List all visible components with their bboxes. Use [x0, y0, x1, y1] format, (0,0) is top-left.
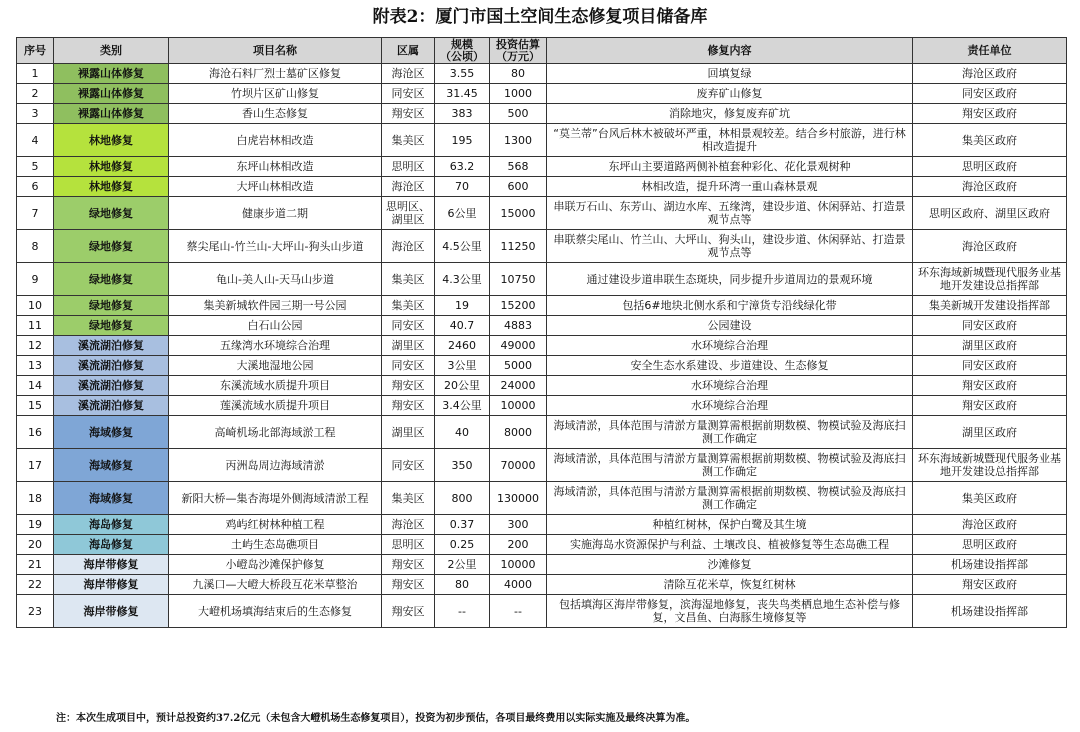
cell-category: 裸露山体修复 [54, 104, 169, 124]
cell-unit: 同安区政府 [913, 356, 1067, 376]
cell-category: 裸露山体修复 [54, 64, 169, 84]
cell-scale: 63.2 [435, 157, 490, 177]
cell-content: 水环境综合治理 [547, 336, 913, 356]
cell-no: 3 [17, 104, 54, 124]
cell-district: 集美区 [382, 296, 435, 316]
cell-scale: 6公里 [435, 197, 490, 230]
cell-invest: 300 [490, 515, 547, 535]
cell-scale: -- [435, 595, 490, 628]
cell-content: 海域清淤，具体范围与清淤方量测算需根据前期数模、物模试验及海底扫测工作确定 [547, 482, 913, 515]
table-row [17, 482, 1067, 515]
cell-unit: 湖里区政府 [913, 416, 1067, 449]
cell-district: 集美区 [382, 263, 435, 296]
cell-district: 翔安区 [382, 595, 435, 628]
cell-no: 13 [17, 356, 54, 376]
cell-scale: 20公里 [435, 376, 490, 396]
cell-invest: 130000 [490, 482, 547, 515]
cell-name: 白石山公园 [169, 316, 382, 336]
cell-name: 鸡屿红树林种植工程 [169, 515, 382, 535]
footnote: 注：本次生成项目中，预计总投资约37.2亿元（未包含大嶝机场生态修复项目），投资为初步预估，各项目最终费用以实际实施及最终决算为准。 [56, 713, 696, 724]
cell-invest: 15200 [490, 296, 547, 316]
cell-invest: 4883 [490, 316, 547, 336]
cell-category: 海域修复 [54, 449, 169, 482]
cell-category: 裸露山体修复 [54, 84, 169, 104]
table-row [17, 263, 1067, 296]
cell-unit: 海沧区政府 [913, 177, 1067, 197]
cell-invest: -- [490, 595, 547, 628]
cell-scale: 0.37 [435, 515, 490, 535]
page-title: 附表2：厦门市国土空间生态修复项目储备库 [372, 7, 708, 27]
cell-category: 绿地修复 [54, 316, 169, 336]
cell-unit: 机场建设指挥部 [913, 555, 1067, 575]
cell-category: 溪流湖泊修复 [54, 356, 169, 376]
cell-content: 公园建设 [547, 316, 913, 336]
cell-scale: 19 [435, 296, 490, 316]
cell-scale: 3公里 [435, 356, 490, 376]
cell-content: 海域清淤，具体范围与清淤方量测算需根据前期数模、物模试验及海底扫测工作确定 [547, 416, 913, 449]
cell-category: 海域修复 [54, 416, 169, 449]
cell-name: 土屿生态岛礁项目 [169, 535, 382, 555]
cell-invest: 80 [490, 64, 547, 84]
cell-category: 林地修复 [54, 124, 169, 157]
table-row [17, 555, 1067, 575]
header-content: 修复内容 [547, 38, 913, 64]
cell-unit: 集美区政府 [913, 124, 1067, 157]
cell-invest: 49000 [490, 336, 547, 356]
cell-content: 水环境综合治理 [547, 396, 913, 416]
table-row [17, 230, 1067, 263]
cell-name: 龟山-美人山-天马山步道 [169, 263, 382, 296]
cell-scale: 3.55 [435, 64, 490, 84]
table-row [17, 595, 1067, 628]
cell-category: 溪流湖泊修复 [54, 396, 169, 416]
cell-category: 绿地修复 [54, 197, 169, 230]
cell-invest: 600 [490, 177, 547, 197]
cell-district: 翔安区 [382, 376, 435, 396]
cell-name: 大坪山林相改造 [169, 177, 382, 197]
cell-category: 绿地修复 [54, 230, 169, 263]
cell-no: 15 [17, 396, 54, 416]
cell-name: 新阳大桥—集杏海堤外侧海域清淤工程 [169, 482, 382, 515]
table-row [17, 296, 1067, 316]
cell-content: 串联万石山、东芳山、湖边水库、五缘湾，建设步道、休闲驿站、打造景观节点等 [547, 197, 913, 230]
cell-content: 林相改造，提升环湾一重山森林景观 [547, 177, 913, 197]
cell-district: 思明区、湖里区 [382, 197, 435, 230]
cell-unit: 思明区政府、湖里区政府 [913, 197, 1067, 230]
cell-invest: 24000 [490, 376, 547, 396]
cell-name: 大溪地湿地公园 [169, 356, 382, 376]
cell-unit: 翔安区政府 [913, 575, 1067, 595]
table-header-row [17, 38, 1067, 64]
cell-district: 同安区 [382, 316, 435, 336]
cell-category: 海岸带修复 [54, 595, 169, 628]
cell-name: 蔡尖尾山-竹兰山-大坪山-狗头山步道 [169, 230, 382, 263]
cell-invest: 10000 [490, 555, 547, 575]
cell-name: 海沧石料厂烈士墓矿区修复 [169, 64, 382, 84]
cell-invest: 15000 [490, 197, 547, 230]
cell-name: 高崎机场北部海域淤工程 [169, 416, 382, 449]
cell-invest: 4000 [490, 575, 547, 595]
cell-scale: 2460 [435, 336, 490, 356]
cell-name: 健康步道二期 [169, 197, 382, 230]
project-table [16, 37, 1067, 628]
cell-name: 集美新城软件园三期一号公园 [169, 296, 382, 316]
cell-unit: 同安区政府 [913, 84, 1067, 104]
header-category: 类别 [54, 38, 169, 64]
cell-content: 串联蔡尖尾山、竹兰山、大坪山、狗头山，建设步道、休闲驿站、打造景观节点等 [547, 230, 913, 263]
cell-scale: 4.5公里 [435, 230, 490, 263]
cell-scale: 3.4公里 [435, 396, 490, 416]
cell-scale: 0.25 [435, 535, 490, 555]
cell-name: 莲溪流域水质提升项目 [169, 396, 382, 416]
cell-invest: 500 [490, 104, 547, 124]
cell-name: 东溪流域水质提升项目 [169, 376, 382, 396]
cell-unit: 海沧区政府 [913, 64, 1067, 84]
cell-district: 翔安区 [382, 555, 435, 575]
cell-scale: 80 [435, 575, 490, 595]
cell-district: 思明区 [382, 535, 435, 555]
cell-content: 实施海岛水资源保护与利益、土壤改良、植被修复等生态岛礁工程 [547, 535, 913, 555]
cell-name: 大嶝机场填海结束后的生态修复 [169, 595, 382, 628]
cell-invest: 11250 [490, 230, 547, 263]
cell-no: 23 [17, 595, 54, 628]
cell-scale: 31.45 [435, 84, 490, 104]
cell-district: 同安区 [382, 84, 435, 104]
cell-name: 五缘湾水环境综合治理 [169, 336, 382, 356]
cell-scale: 350 [435, 449, 490, 482]
cell-name: 小嶝岛沙滩保护修复 [169, 555, 382, 575]
cell-no: 1 [17, 64, 54, 84]
cell-district: 翔安区 [382, 104, 435, 124]
cell-no: 2 [17, 84, 54, 104]
cell-category: 海岛修复 [54, 535, 169, 555]
cell-no: 10 [17, 296, 54, 316]
cell-category: 海岸带修复 [54, 575, 169, 595]
cell-scale: 2公里 [435, 555, 490, 575]
cell-content: 种植红树林，保护白鹭及其生境 [547, 515, 913, 535]
cell-no: 16 [17, 416, 54, 449]
cell-scale: 800 [435, 482, 490, 515]
cell-scale: 383 [435, 104, 490, 124]
cell-district: 翔安区 [382, 575, 435, 595]
cell-no: 22 [17, 575, 54, 595]
cell-category: 绿地修复 [54, 296, 169, 316]
header-unit: 责任单位 [913, 38, 1067, 64]
cell-district: 同安区 [382, 356, 435, 376]
cell-invest: 5000 [490, 356, 547, 376]
cell-district: 同安区 [382, 449, 435, 482]
cell-district: 海沧区 [382, 230, 435, 263]
cell-content: 海域清淤，具体范围与清淤方量测算需根据前期数模、物模试验及海底扫测工作确定 [547, 449, 913, 482]
cell-content: 水环境综合治理 [547, 376, 913, 396]
cell-scale: 195 [435, 124, 490, 157]
cell-district: 海沧区 [382, 177, 435, 197]
cell-no: 14 [17, 376, 54, 396]
cell-content: 清除互花米草，恢复红树林 [547, 575, 913, 595]
cell-unit: 海沧区政府 [913, 230, 1067, 263]
cell-invest: 70000 [490, 449, 547, 482]
cell-scale: 40 [435, 416, 490, 449]
cell-no: 7 [17, 197, 54, 230]
cell-invest: 568 [490, 157, 547, 177]
cell-no: 8 [17, 230, 54, 263]
cell-unit: 同安区政府 [913, 316, 1067, 336]
cell-scale: 70 [435, 177, 490, 197]
table-row [17, 124, 1067, 157]
header-district: 区属 [382, 38, 435, 64]
header-no: 序号 [17, 38, 54, 64]
cell-content: 沙滩修复 [547, 555, 913, 575]
cell-no: 21 [17, 555, 54, 575]
cell-category: 林地修复 [54, 177, 169, 197]
cell-unit: 翔安区政府 [913, 396, 1067, 416]
cell-invest: 1000 [490, 84, 547, 104]
cell-category: 绿地修复 [54, 263, 169, 296]
table-row [17, 64, 1067, 84]
table-row [17, 376, 1067, 396]
table-row [17, 449, 1067, 482]
cell-no: 19 [17, 515, 54, 535]
cell-name: 白虎岩林相改造 [169, 124, 382, 157]
cell-content: 废弃矿山修复 [547, 84, 913, 104]
cell-invest: 10000 [490, 396, 547, 416]
cell-unit: 湖里区政府 [913, 336, 1067, 356]
cell-name: 九溪口—大嶝大桥段互花米草整治 [169, 575, 382, 595]
cell-unit: 环东海域新城暨现代服务业基地开发建设总指挥部 [913, 263, 1067, 296]
table-row [17, 515, 1067, 535]
table-body [17, 64, 1067, 628]
table-row [17, 416, 1067, 449]
table-row [17, 396, 1067, 416]
cell-name: 丙洲岛周边海域清淤 [169, 449, 382, 482]
cell-invest: 1300 [490, 124, 547, 157]
table-row [17, 104, 1067, 124]
cell-content: 安全生态水系建设、步道建设、生态修复 [547, 356, 913, 376]
table-row [17, 356, 1067, 376]
cell-district: 海沧区 [382, 64, 435, 84]
header-name: 项目名称 [169, 38, 382, 64]
cell-district: 湖里区 [382, 416, 435, 449]
cell-district: 集美区 [382, 124, 435, 157]
cell-name: 香山生态修复 [169, 104, 382, 124]
cell-category: 溪流湖泊修复 [54, 376, 169, 396]
cell-content: 回填复绿 [547, 64, 913, 84]
cell-unit: 思明区政府 [913, 535, 1067, 555]
cell-content: “莫兰蒂”台风后林木被破坏严重，林相景观较差。结合乡村旅游，进行林相改造提升 [547, 124, 913, 157]
cell-district: 海沧区 [382, 515, 435, 535]
cell-district: 集美区 [382, 482, 435, 515]
cell-unit: 翔安区政府 [913, 104, 1067, 124]
cell-invest: 10750 [490, 263, 547, 296]
table-row [17, 535, 1067, 555]
cell-unit: 集美新城开发建设指挥部 [913, 296, 1067, 316]
cell-category: 海岸带修复 [54, 555, 169, 575]
cell-unit: 海沧区政府 [913, 515, 1067, 535]
cell-unit: 环东海域新城暨现代服务业基地开发建设总指挥部 [913, 449, 1067, 482]
cell-category: 林地修复 [54, 157, 169, 177]
header-invest: 投资估算 （万元） [490, 38, 547, 64]
cell-content: 包括6#地块北侧水系和宁漳货专沿线绿化带 [547, 296, 913, 316]
cell-no: 17 [17, 449, 54, 482]
header-scale: 规模 （公顷） [435, 38, 490, 64]
cell-content: 通过建设步道串联生态斑块，同步提升步道周边的景观环境 [547, 263, 913, 296]
cell-no: 12 [17, 336, 54, 356]
cell-content: 消除地灾，修复废弃矿坑 [547, 104, 913, 124]
cell-category: 海岛修复 [54, 515, 169, 535]
cell-name: 东坪山林相改造 [169, 157, 382, 177]
cell-no: 5 [17, 157, 54, 177]
cell-no: 6 [17, 177, 54, 197]
table-row [17, 157, 1067, 177]
table-row [17, 336, 1067, 356]
cell-invest: 8000 [490, 416, 547, 449]
cell-district: 湖里区 [382, 336, 435, 356]
cell-unit: 集美区政府 [913, 482, 1067, 515]
table-row [17, 177, 1067, 197]
cell-unit: 思明区政府 [913, 157, 1067, 177]
cell-content: 东坪山主要道路两侧补植套种彩化、花化景观树种 [547, 157, 913, 177]
table-row [17, 84, 1067, 104]
cell-no: 9 [17, 263, 54, 296]
cell-no: 4 [17, 124, 54, 157]
cell-name: 竹坝片区矿山修复 [169, 84, 382, 104]
cell-district: 思明区 [382, 157, 435, 177]
table-row [17, 316, 1067, 336]
cell-scale: 4.3公里 [435, 263, 490, 296]
table-row [17, 575, 1067, 595]
cell-content: 包括填海区海岸带修复，滨海湿地修复，丧失鸟类栖息地生态补偿与修复，文昌鱼、白海豚生境修复等 [547, 595, 913, 628]
cell-category: 海域修复 [54, 482, 169, 515]
cell-category: 溪流湖泊修复 [54, 336, 169, 356]
table-row [17, 197, 1067, 230]
cell-scale: 40.7 [435, 316, 490, 336]
cell-unit: 翔安区政府 [913, 376, 1067, 396]
cell-district: 翔安区 [382, 396, 435, 416]
cell-unit: 机场建设指挥部 [913, 595, 1067, 628]
cell-no: 11 [17, 316, 54, 336]
cell-no: 18 [17, 482, 54, 515]
cell-no: 20 [17, 535, 54, 555]
cell-invest: 200 [490, 535, 547, 555]
